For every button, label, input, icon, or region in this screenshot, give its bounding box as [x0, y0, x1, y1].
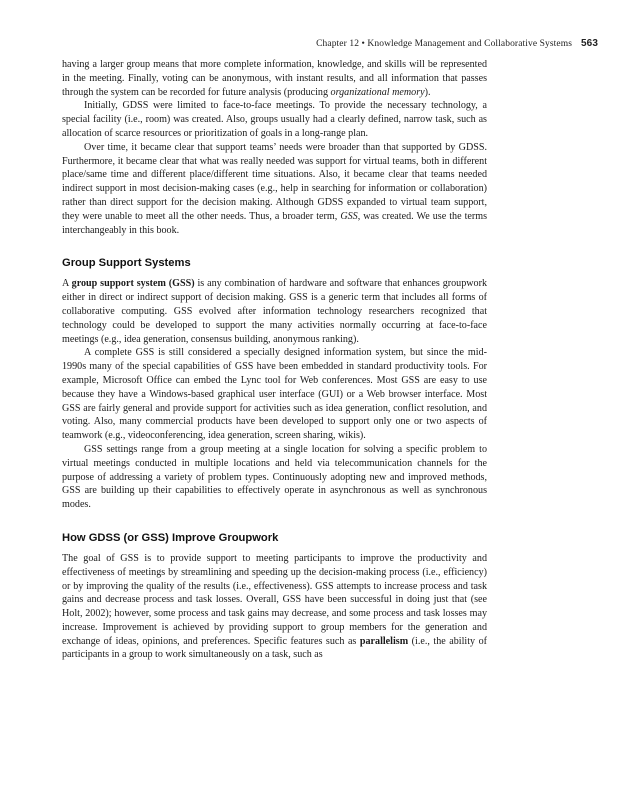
- emphasis-gss: GSS: [340, 210, 358, 222]
- page-body: [62, 58, 487, 662]
- paragraph-7: The goal of GSS is to provide support to meeting participants to improve the productivity and effectiveness of meetings by streamlining and speeding up the decision-making process (i.e., efficiency) or by improving the quality of the results (i.e., effectiveness). GSS attempts to increase process and task gains and decrease process and task losses. Overall, GSS have been successful in doing just that (see Holt, 2002); however, some process and task gains may decrease, and some process and task losses may increase. Improvement is achieved by providing support to group members for the generation and exchange of ideas, opinions, and preferences. Specific features such as parallelism (i.e., the ability of participants in a group to work simultaneously on a task, such as: [62, 552, 487, 661]
- paragraph-4: A group support system (GSS) is any combination of hardware and software that enhances groupwork either in direct or indirect support of decision making. GSS is a generic term that includes all forms of collaborative computing. GSS evolved after information technology researchers recognized that technology could be developed to support the many activities normally occurring at face-to-face meetings (e.g., idea generation, consensus building, anonymous ranking).: [62, 278, 487, 345]
- page-number: 563: [581, 38, 598, 49]
- paragraph-2: Initially, GDSS were limited to face-to-face meetings. To provide the necessary technology, a special facility (i.e., room) was created. Also, groups usually had a clearly defined, narrow task, such as allocation of scarce resources or prioritization of goals in a long-range plan.: [62, 100, 487, 139]
- emphasis-organizational-memory: organizational memory: [330, 86, 425, 98]
- running-title: Chapter 12 • Knowledge Management and Collaborative Systems: [316, 39, 572, 49]
- section-heading-group-support-systems: Group Support Systems: [62, 257, 191, 270]
- paragraph-6: GSS settings range from a group meeting at a single location for solving a specific problem to virtual meetings conducted in multiple locations and held via telecommunication channels for the purpose of addressing a variety of problem types. Continuously adopting new and improved methods, GSS are building up their capabilities to effectively operate in asynchronous as well as synchronous modes.: [62, 443, 487, 511]
- running-header: [316, 38, 598, 49]
- paragraph-3: Over time, it became clear that support teams’ needs were broader than that supported by GDSS. Furthermore, it became clear that what was really needed was support for virtual teams, both in different place/same time and different place/different time situations. Also, it became clear that teams needed indirect support in most decision-making cases (e.g., help in searching for information or collaboration) rather than direct support for the decision making. Although GDSS expanded to virtual team support, they were unable to meet all the other needs. Thus, a broader term, GSS, was created. We use the terms interchangeably in this book.: [62, 141, 488, 236]
- term-parallelism: parallelism: [359, 635, 409, 647]
- section-heading-how-gdss-improve-groupwork: How GDSS (or GSS) Improve Groupwork: [62, 531, 279, 544]
- paragraph-5: A complete GSS is still considered a specially designed information system, but since the mid-1990s many of the special capabilities of GSS have been embedded in standard productivity tools. For example, Microsoft Office can embed the Lync tool for Web conferences. Most GSS are easy to use because they have a Windows-based graphical user interface (GUI) or a Web browser interface. Most GSS are fairly general and provide support for activities such as idea generation, conflict resolution, and voting. Also, many commercial products have been developed to support only one or two aspects of teamwork (e.g., videoconferencing, idea generation, screen sharing, wikis).: [62, 347, 487, 442]
- paragraph-1: having a larger group means that more complete information, knowledge, and skills will be represented in the meeting. Finally, voting can be anonymous, with instant results, and all information that passes through the system can be recorded for future analysis (producing organizational memory).: [62, 59, 487, 98]
- term-group-support-system: group support system (GSS): [71, 278, 195, 290]
